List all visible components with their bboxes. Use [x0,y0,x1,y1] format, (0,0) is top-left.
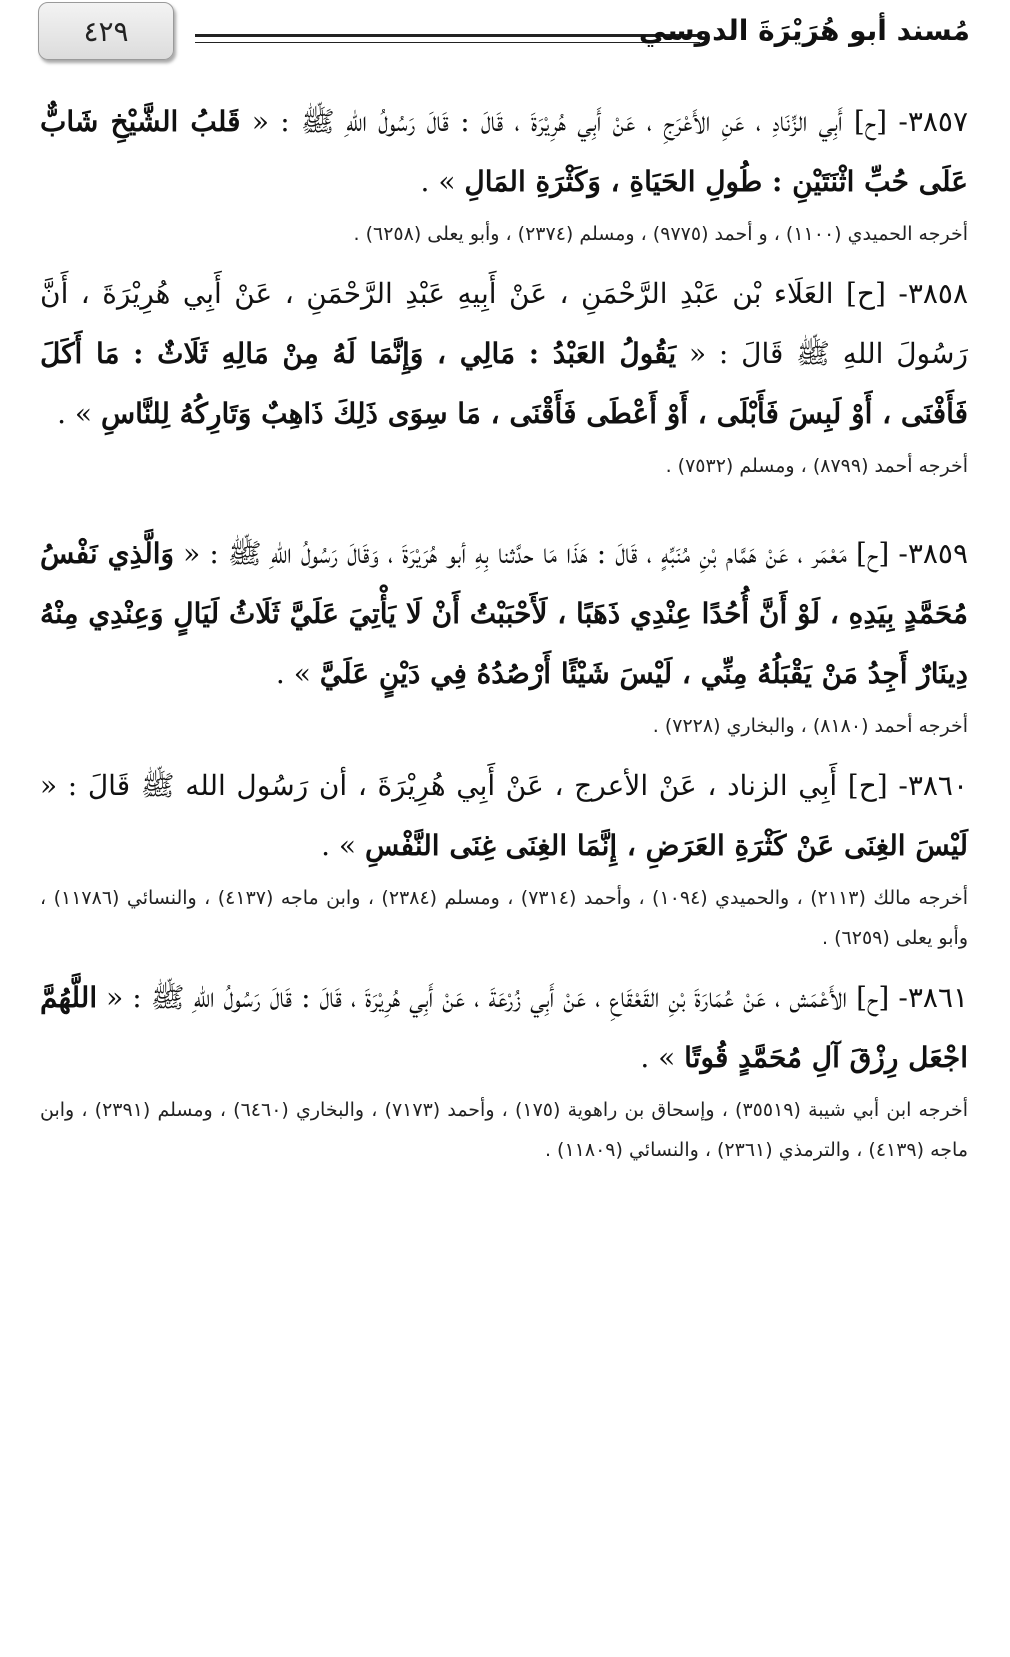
header-rule-thin [195,42,700,43]
hadith-3858 [40,264,968,486]
hadith-closing: » . [420,165,456,198]
hadith-closing: » . [640,1041,676,1074]
hadith-closing: » . [275,657,311,690]
hadith-matn: وَالَّذِي نَفْسُ مُحَمَّدٍ بِيَدِهِ ، لَوْ أَنَّ أُحُدًا عِنْدِي ذَهَبًا ، لَأَحْبَبْتُ أَنْ لَا يَأْتِيَ عَلَيَّ ثَلَاثُ لَيَالٍ وَعِنْدِي مِنْهُ دِينَارٌ أَجِدُ مَنْ يَقْبَلُهُ مِنِّي ، لَيْسَ شَيْئًا أَرْصُدُهُ فِي دَيْنٍ عَلَيَّ [40,537,968,690]
hadith-number: ٣٨٥٩- [898,537,968,570]
hadith-closing: » . [57,397,93,430]
page-header [0,0,1010,70]
hadith-number: ٣٨٥٨- [898,277,968,310]
hadith-number: ٣٨٦٠- [898,769,968,802]
hadith-number: ٣٨٥٧- [898,105,968,138]
hadith-matn: قَلبُ الشَّيْخِ شَابٌّ عَلَى حُبِّ اثْنَتَيْنِ : طُولِ الحَيَاةِ ، وَكَثْرَةِ المَالِ [40,105,968,198]
hadith-isnad: [ح] أَبِي الزِّنَادِ ، عَنِ الأَعْرَجِ ، عَنْ أَبِي هُرِيْرَةَ ، قَالَ : قَالَ رَسُولُ اللهِ ﷺ : « [251,105,888,138]
hadith-3860 [40,756,968,958]
hadith-isnad: [ح] الأَعْمَش ، عَنْ عُمَارَةَ بْنِ القَعْقَاعِ ، عَنْ أَبِي زُرْعَةَ ، عَنْ أَبِي هُرِيْرَةَ ، قَالَ : قَالَ رَسُولُ اللهِ ﷺ : « [106,981,890,1014]
header-rule [195,34,700,37]
page-body [40,92,968,1180]
hadith-matn: اللَّهُمَّ اجْعَل رِزْقَ آلِ مُحَمَّدٍ قُوتًا [40,981,968,1074]
hadith-takhrij: أخرجه أحمد (٨٧٩٩) ، ومسلم (٧٥٣٢) . [665,455,968,477]
hadith-matn: يَقُولُ العَبْدُ : مَالِي ، وَإِنَّمَا لَهُ مِنْ مَالِهِ ثَلَاثٌ : مَا أَكَلَ فَأَفْنَى ، أَوْ لَبِسَ فَأَبْلَى ، أَوْ أَعْطَى فَأَقْنَى ، مَا سِوَى ذَلِكَ ذَاهِبٌ وَتَارِكُهُ لِلنَّاسِ [40,337,968,430]
hadith-text [40,524,968,704]
hadith-3861 [40,968,968,1170]
hadith-number: ٣٨٦١- [898,981,969,1014]
page-number-box [38,2,174,60]
hadith-isnad: [ح] العَلَاء بْن عَبْدِ الرَّحْمَنِ ، عَنْ أَبِيهِ عَبْدِ الرَّحْمَنِ ، عَنْ أَبِي هُرِيْرَةَ ، أَنَّ رَسُولَ اللهِ ﷺ قَالَ : « [40,277,968,370]
running-title: مُسند أبو هُرَيْرَةَ الدوسي [638,14,970,47]
hadith-text [40,756,968,876]
hadith-isnad: [ح] أَبِي الزناد ، عَنْ الأعرج ، عَنْ أَبِي هُرِيْرَةَ ، أن رَسُول الله ﷺ قَالَ : « [40,769,888,802]
hadith-matn: لَيْسَ الغِنَى عَنْ كَثْرَةِ العَرَضِ ، إِنَّمَا الغِنَى غِنَى النَّفْسِ [364,829,968,862]
hadith-3857 [40,92,968,254]
hadith-takhrij: أخرجه مالك (٢١١٣) ، والحميدي (١٠٩٤) ، وأحمد (٧٣١٤) ، ومسلم (٢٣٨٤) ، وابن ماجه (٤١٣٧) ، والنسائي (١١٧٨٦) ، وأبو يعلى (٦٢٥٩) . [40,887,968,949]
hadith-takhrij: أخرجه ابن أبي شيبة (٣٥٥١٩) ، وإسحاق بن راهوية (١٧٥) ، وأحمد (٧١٧٣) ، والبخاري (٦٤٦٠) ، ومسلم (٢٣٩١) ، وابن ماجه (٤١٣٩) ، والترمذي (٢٣٦١) ، والنسائي (١١٨٠٩) . [40,1099,969,1161]
hadith-text [40,92,968,212]
hadith-text [40,264,968,444]
hadith-isnad: [ح] مَعْمَر ، عَنْ هَمَّام بْنِ مُنَبِّهٍ ، قَالَ : هَذَا مَا حدَّثنا بِهِ أبو هُرَيْرَةَ ، وَقَالَ رَسُولُ اللهِ ﷺ : « [183,537,890,570]
hadith-takhrij: أخرجه أحمد (٨١٨٠) ، والبخاري (٧٢٢٨) . [652,715,968,737]
page-number: ٤٢٩ [83,14,129,48]
hadith-takhrij: أخرجه الحميدي (١١٠٠) ، و أحمد (٩٧٧٥) ، ومسلم (٢٣٧٤) ، وأبو يعلى (٦٢٥٨) . [353,223,968,245]
hadith-closing: » . [321,829,357,862]
hadith-3859 [40,524,968,746]
hadith-text [40,968,968,1088]
